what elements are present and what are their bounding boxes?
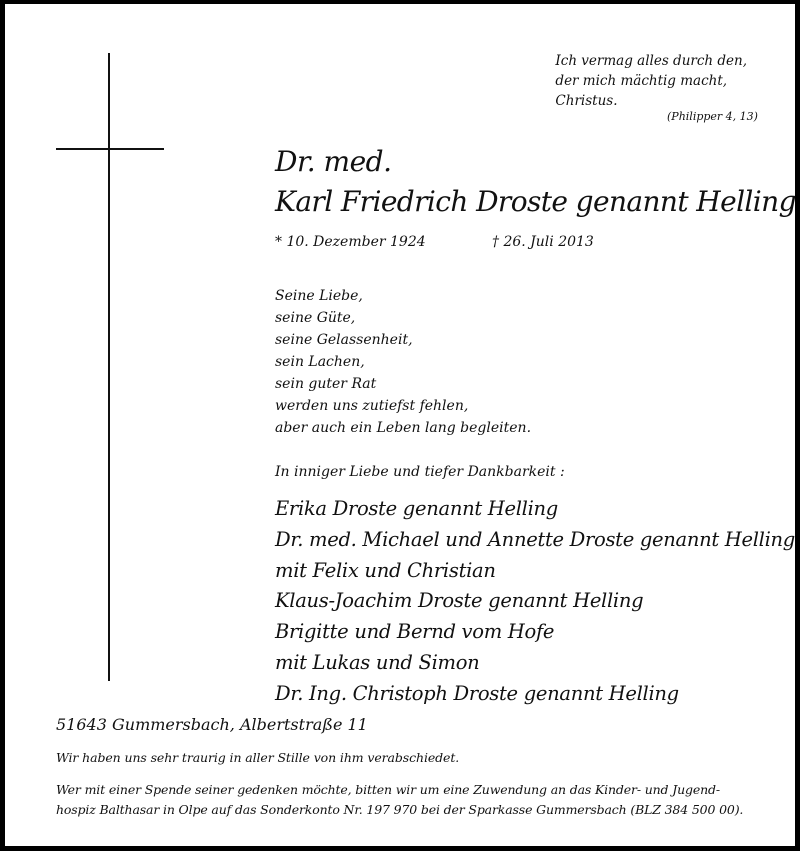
mourner-line: mit Lukas und Simon bbox=[275, 650, 480, 674]
epigraph-line: Christus. bbox=[555, 93, 618, 109]
donation-note-line: hospiz Balthasar in Olpe auf das Sonderkonto Nr. 197 970 bei der Sparkasse Gummersbach (BLZ 384 500 00). bbox=[56, 802, 744, 817]
mourner-line: Erika Droste genannt Helling bbox=[275, 497, 558, 520]
dedication: In inniger Liebe und tiefer Dankbarkeit : bbox=[275, 464, 565, 480]
mourners-list bbox=[275, 494, 795, 710]
death-date: † 26. Juli 2013 bbox=[492, 234, 594, 250]
poem-line: sein Lachen, bbox=[275, 354, 365, 370]
donation-note-line: Wer mit einer Spende seiner gedenken möchte, bitten wir um eine Zuwendung an das Kinder- und Jugend- bbox=[56, 782, 720, 797]
epigraph-line: der mich mächtig macht, bbox=[555, 73, 728, 89]
mourner-line: Klaus-Joachim Droste genannt Helling bbox=[275, 589, 644, 613]
epigraph-line: Ich vermag alles durch den, bbox=[555, 53, 747, 69]
address: 51643 Gummersbach, Albertstraße 11 bbox=[56, 715, 368, 734]
mourner-line: mit Felix und Christian bbox=[275, 558, 496, 582]
mourner-line: Brigitte und Bernd vom Hofe bbox=[275, 620, 555, 644]
poem-line: werden uns zutiefst fehlen, bbox=[275, 398, 469, 414]
poem-line: Seine Liebe, bbox=[275, 288, 363, 304]
birth-date: * 10. Dezember 1924 bbox=[275, 234, 426, 250]
deceased-name: Karl Friedrich Droste genannt Helling bbox=[275, 185, 796, 218]
farewell-note: Wir haben uns sehr traurig in aller Stille von ihm verabschiedet. bbox=[56, 750, 460, 765]
cross-horizontal-bar bbox=[56, 148, 164, 150]
mourner-line: Dr. Ing. Christoph Droste genannt Helling bbox=[275, 681, 679, 705]
poem bbox=[275, 285, 531, 439]
epigraph-reference: (Philipper 4, 13) bbox=[667, 110, 758, 123]
poem-line: aber auch ein Leben lang begleiten. bbox=[275, 420, 532, 436]
deceased-title: Dr. med. bbox=[275, 145, 392, 178]
poem-line: seine Gelassenheit, bbox=[275, 332, 413, 348]
mourner-line: Dr. med. Michael und Annette Droste genannt Helling bbox=[275, 527, 795, 551]
poem-line: sein guter Rat bbox=[275, 376, 377, 392]
epigraph bbox=[555, 51, 747, 111]
donation-note bbox=[56, 780, 743, 820]
poem-line: seine Güte, bbox=[275, 310, 356, 326]
